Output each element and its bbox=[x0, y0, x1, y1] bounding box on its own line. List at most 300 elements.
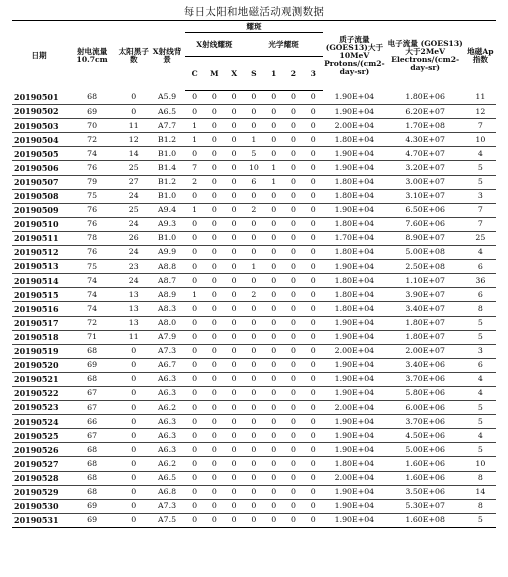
cell-flare-2: 0 bbox=[284, 471, 304, 485]
cell-radio-flux: 68 bbox=[66, 485, 118, 499]
cell-date: 20190530 bbox=[12, 499, 66, 513]
cell-flare-x: 0 bbox=[224, 443, 244, 457]
cell-flare-1: 0 bbox=[264, 316, 284, 330]
cell-electron-flux: 5.30E+07 bbox=[386, 499, 465, 513]
cell-flare-2: 0 bbox=[284, 429, 304, 443]
header-flare-m: M bbox=[205, 57, 225, 91]
cell-flare-3: 0 bbox=[303, 189, 323, 203]
cell-sunspots: 0 bbox=[118, 415, 149, 429]
cell-radio-flux: 67 bbox=[66, 386, 118, 400]
cell-flare-c: 1 bbox=[185, 119, 205, 133]
cell-proton-flux: 1.80E+04 bbox=[323, 246, 385, 260]
cell-flare-1: 0 bbox=[264, 231, 284, 245]
solar-geomagnetic-table bbox=[12, 20, 496, 528]
cell-flare-x: 0 bbox=[224, 386, 244, 400]
cell-flare-1: 0 bbox=[264, 443, 284, 457]
cell-flare-1: 1 bbox=[264, 175, 284, 189]
header-flare-s: S bbox=[244, 57, 264, 91]
cell-flare-c: 0 bbox=[185, 358, 205, 372]
cell-proton-flux: 1.90E+04 bbox=[323, 203, 385, 217]
cell-flare-2: 0 bbox=[284, 91, 304, 105]
cell-electron-flux: 4.70E+07 bbox=[386, 147, 465, 161]
table-row bbox=[12, 288, 496, 302]
cell-flare-3: 0 bbox=[303, 133, 323, 147]
cell-proton-flux: 1.70E+04 bbox=[323, 231, 385, 245]
cell-proton-flux: 1.90E+04 bbox=[323, 513, 385, 527]
cell-electron-flux: 3.00E+07 bbox=[386, 175, 465, 189]
cell-flare-s: 6 bbox=[244, 175, 264, 189]
cell-radio-flux: 79 bbox=[66, 175, 118, 189]
cell-xray-background: B1.4 bbox=[149, 161, 184, 175]
cell-xray-background: A8.0 bbox=[149, 316, 184, 330]
cell-xray-background: B1.2 bbox=[149, 133, 184, 147]
cell-flare-m: 0 bbox=[205, 316, 225, 330]
cell-date: 20190503 bbox=[12, 119, 66, 133]
cell-flare-s: 10 bbox=[244, 161, 264, 175]
cell-flare-1: 0 bbox=[264, 330, 284, 344]
cell-flare-x: 0 bbox=[224, 274, 244, 288]
cell-sunspots: 24 bbox=[118, 246, 149, 260]
cell-flare-2: 0 bbox=[284, 175, 304, 189]
cell-flare-3: 0 bbox=[303, 457, 323, 471]
cell-flare-x: 0 bbox=[224, 217, 244, 231]
cell-flare-c: 0 bbox=[185, 246, 205, 260]
cell-flare-m: 0 bbox=[205, 485, 225, 499]
cell-flare-3: 0 bbox=[303, 344, 323, 358]
cell-ap-index: 5 bbox=[465, 513, 496, 527]
cell-flare-x: 0 bbox=[224, 499, 244, 513]
cell-proton-flux: 1.90E+04 bbox=[323, 415, 385, 429]
cell-flare-s: 0 bbox=[244, 91, 264, 105]
cell-flare-x: 0 bbox=[224, 91, 244, 105]
table-row bbox=[12, 302, 496, 316]
header-xray-flares: X射线耀斑 bbox=[185, 33, 244, 57]
table-row bbox=[12, 330, 496, 344]
cell-flare-m: 0 bbox=[205, 358, 225, 372]
cell-flare-s: 5 bbox=[244, 147, 264, 161]
cell-date: 20190529 bbox=[12, 485, 66, 499]
cell-flare-c: 0 bbox=[185, 105, 205, 119]
cell-flare-2: 0 bbox=[284, 344, 304, 358]
cell-flare-1: 0 bbox=[264, 246, 284, 260]
cell-date: 20190531 bbox=[12, 513, 66, 527]
cell-flare-m: 0 bbox=[205, 274, 225, 288]
cell-date: 20190520 bbox=[12, 358, 66, 372]
cell-flare-c: 0 bbox=[185, 231, 205, 245]
cell-flare-m: 0 bbox=[205, 246, 225, 260]
cell-xray-background: A6.3 bbox=[149, 372, 184, 386]
cell-flare-2: 0 bbox=[284, 147, 304, 161]
cell-flare-c: 7 bbox=[185, 161, 205, 175]
cell-flare-m: 0 bbox=[205, 344, 225, 358]
cell-electron-flux: 3.20E+07 bbox=[386, 161, 465, 175]
cell-sunspots: 0 bbox=[118, 105, 149, 119]
cell-electron-flux: 1.70E+08 bbox=[386, 119, 465, 133]
cell-flare-m: 0 bbox=[205, 415, 225, 429]
cell-flare-m: 0 bbox=[205, 372, 225, 386]
cell-flare-x: 0 bbox=[224, 147, 244, 161]
cell-ap-index: 3 bbox=[465, 344, 496, 358]
cell-ap-index: 5 bbox=[465, 401, 496, 415]
cell-sunspots: 0 bbox=[118, 429, 149, 443]
cell-flare-m: 0 bbox=[205, 401, 225, 415]
cell-sunspots: 0 bbox=[118, 344, 149, 358]
cell-flare-1: 0 bbox=[264, 274, 284, 288]
cell-proton-flux: 1.90E+04 bbox=[323, 485, 385, 499]
cell-flare-s: 0 bbox=[244, 443, 264, 457]
cell-ap-index: 10 bbox=[465, 457, 496, 471]
cell-xray-background: A7.3 bbox=[149, 499, 184, 513]
cell-date: 20190527 bbox=[12, 457, 66, 471]
cell-flare-s: 0 bbox=[244, 231, 264, 245]
cell-flare-2: 0 bbox=[284, 485, 304, 499]
cell-electron-flux: 6.20E+07 bbox=[386, 105, 465, 119]
header-optical-flares: 光学耀斑 bbox=[244, 33, 323, 57]
cell-flare-2: 0 bbox=[284, 330, 304, 344]
cell-flare-s: 0 bbox=[244, 372, 264, 386]
cell-sunspots: 24 bbox=[118, 274, 149, 288]
cell-ap-index: 14 bbox=[465, 485, 496, 499]
cell-radio-flux: 67 bbox=[66, 401, 118, 415]
cell-flare-s: 0 bbox=[244, 358, 264, 372]
cell-flare-m: 0 bbox=[205, 133, 225, 147]
cell-flare-x: 0 bbox=[224, 105, 244, 119]
cell-flare-c: 0 bbox=[185, 372, 205, 386]
cell-sunspots: 0 bbox=[118, 443, 149, 457]
cell-electron-flux: 1.60E+08 bbox=[386, 513, 465, 527]
cell-flare-m: 0 bbox=[205, 386, 225, 400]
cell-radio-flux: 70 bbox=[66, 119, 118, 133]
cell-xray-background: A7.9 bbox=[149, 330, 184, 344]
cell-ap-index: 5 bbox=[465, 443, 496, 457]
cell-flare-3: 0 bbox=[303, 246, 323, 260]
cell-date: 20190506 bbox=[12, 161, 66, 175]
cell-xray-background: B1.0 bbox=[149, 231, 184, 245]
cell-ap-index: 6 bbox=[465, 358, 496, 372]
cell-flare-c: 0 bbox=[185, 499, 205, 513]
header-radio-flux: 射电流量 10.7cm bbox=[66, 21, 118, 91]
table-row bbox=[12, 119, 496, 133]
cell-flare-2: 0 bbox=[284, 513, 304, 527]
cell-flare-m: 0 bbox=[205, 203, 225, 217]
cell-proton-flux: 1.90E+04 bbox=[323, 386, 385, 400]
cell-electron-flux: 3.40E+07 bbox=[386, 302, 465, 316]
cell-flare-x: 0 bbox=[224, 471, 244, 485]
cell-flare-2: 0 bbox=[284, 288, 304, 302]
cell-flare-3: 0 bbox=[303, 147, 323, 161]
cell-ap-index: 3 bbox=[465, 189, 496, 203]
cell-electron-flux: 5.00E+06 bbox=[386, 443, 465, 457]
cell-proton-flux: 1.80E+04 bbox=[323, 133, 385, 147]
cell-flare-1: 0 bbox=[264, 189, 284, 203]
cell-flare-3: 0 bbox=[303, 203, 323, 217]
cell-date: 20190514 bbox=[12, 274, 66, 288]
cell-sunspots: 24 bbox=[118, 217, 149, 231]
table-row bbox=[12, 429, 496, 443]
cell-flare-m: 0 bbox=[205, 161, 225, 175]
cell-proton-flux: 1.90E+04 bbox=[323, 260, 385, 274]
cell-flare-s: 0 bbox=[244, 485, 264, 499]
cell-xray-background: A9.3 bbox=[149, 217, 184, 231]
cell-flare-c: 1 bbox=[185, 133, 205, 147]
cell-flare-m: 0 bbox=[205, 457, 225, 471]
cell-proton-flux: 1.80E+04 bbox=[323, 175, 385, 189]
cell-electron-flux: 3.70E+06 bbox=[386, 372, 465, 386]
cell-radio-flux: 74 bbox=[66, 288, 118, 302]
cell-flare-c: 0 bbox=[185, 429, 205, 443]
cell-radio-flux: 78 bbox=[66, 231, 118, 245]
cell-flare-s: 0 bbox=[244, 344, 264, 358]
cell-radio-flux: 66 bbox=[66, 415, 118, 429]
cell-xray-background: A6.8 bbox=[149, 485, 184, 499]
cell-date: 20190517 bbox=[12, 316, 66, 330]
cell-flare-m: 0 bbox=[205, 471, 225, 485]
cell-flare-1: 0 bbox=[264, 119, 284, 133]
cell-flare-2: 0 bbox=[284, 386, 304, 400]
cell-flare-1: 0 bbox=[264, 513, 284, 527]
cell-flare-2: 0 bbox=[284, 358, 304, 372]
cell-flare-1: 0 bbox=[264, 91, 284, 105]
cell-flare-c: 0 bbox=[185, 91, 205, 105]
cell-date: 20190501 bbox=[12, 91, 66, 105]
cell-ap-index: 4 bbox=[465, 429, 496, 443]
cell-sunspots: 24 bbox=[118, 189, 149, 203]
header-xray-background: X射线背景 bbox=[149, 21, 184, 91]
cell-flare-c: 0 bbox=[185, 217, 205, 231]
cell-flare-s: 0 bbox=[244, 274, 264, 288]
cell-xray-background: A6.3 bbox=[149, 386, 184, 400]
cell-electron-flux: 1.80E+07 bbox=[386, 316, 465, 330]
table-row bbox=[12, 147, 496, 161]
cell-sunspots: 11 bbox=[118, 119, 149, 133]
table-row bbox=[12, 471, 496, 485]
cell-proton-flux: 2.00E+04 bbox=[323, 119, 385, 133]
cell-flare-s: 0 bbox=[244, 316, 264, 330]
table-row bbox=[12, 415, 496, 429]
cell-xray-background: B1.2 bbox=[149, 175, 184, 189]
cell-xray-background: A8.7 bbox=[149, 274, 184, 288]
table-row bbox=[12, 175, 496, 189]
cell-flare-s: 0 bbox=[244, 457, 264, 471]
cell-proton-flux: 1.80E+04 bbox=[323, 274, 385, 288]
cell-flare-c: 0 bbox=[185, 457, 205, 471]
cell-xray-background: B1.0 bbox=[149, 189, 184, 203]
cell-sunspots: 25 bbox=[118, 203, 149, 217]
cell-flare-x: 0 bbox=[224, 288, 244, 302]
header-proton-flux: 质子流量 (GOES13)大于10MeV Protons/(cm2-day-sr) bbox=[323, 21, 385, 91]
cell-electron-flux: 7.60E+06 bbox=[386, 217, 465, 231]
cell-flare-m: 0 bbox=[205, 119, 225, 133]
cell-radio-flux: 74 bbox=[66, 147, 118, 161]
cell-sunspots: 12 bbox=[118, 133, 149, 147]
cell-ap-index: 8 bbox=[465, 302, 496, 316]
cell-date: 20190516 bbox=[12, 302, 66, 316]
cell-proton-flux: 1.90E+04 bbox=[323, 105, 385, 119]
cell-flare-c: 0 bbox=[185, 274, 205, 288]
table-row bbox=[12, 372, 496, 386]
cell-flare-2: 0 bbox=[284, 217, 304, 231]
cell-flare-2: 0 bbox=[284, 246, 304, 260]
table-row bbox=[12, 499, 496, 513]
cell-flare-s: 0 bbox=[244, 302, 264, 316]
cell-radio-flux: 71 bbox=[66, 330, 118, 344]
cell-electron-flux: 1.80E+07 bbox=[386, 330, 465, 344]
cell-sunspots: 25 bbox=[118, 161, 149, 175]
cell-flare-m: 0 bbox=[205, 91, 225, 105]
cell-flare-c: 0 bbox=[185, 344, 205, 358]
cell-radio-flux: 74 bbox=[66, 302, 118, 316]
cell-radio-flux: 76 bbox=[66, 161, 118, 175]
cell-flare-s: 0 bbox=[244, 499, 264, 513]
cell-xray-background: A6.3 bbox=[149, 443, 184, 457]
cell-flare-c: 0 bbox=[185, 485, 205, 499]
cell-date: 20190513 bbox=[12, 260, 66, 274]
cell-xray-background: A6.3 bbox=[149, 415, 184, 429]
cell-date: 20190505 bbox=[12, 147, 66, 161]
cell-flare-c: 1 bbox=[185, 288, 205, 302]
cell-flare-3: 0 bbox=[303, 260, 323, 274]
cell-sunspots: 0 bbox=[118, 513, 149, 527]
cell-flare-s: 0 bbox=[244, 217, 264, 231]
cell-flare-1: 0 bbox=[264, 471, 284, 485]
cell-electron-flux: 5.80E+06 bbox=[386, 386, 465, 400]
cell-flare-3: 0 bbox=[303, 302, 323, 316]
cell-flare-2: 0 bbox=[284, 415, 304, 429]
cell-radio-flux: 75 bbox=[66, 260, 118, 274]
cell-sunspots: 0 bbox=[118, 91, 149, 105]
cell-sunspots: 0 bbox=[118, 358, 149, 372]
cell-proton-flux: 1.90E+04 bbox=[323, 429, 385, 443]
cell-flare-x: 0 bbox=[224, 429, 244, 443]
table-row bbox=[12, 217, 496, 231]
cell-flare-1: 0 bbox=[264, 147, 284, 161]
table-row bbox=[12, 246, 496, 260]
cell-ap-index: 36 bbox=[465, 274, 496, 288]
cell-ap-index: 5 bbox=[465, 161, 496, 175]
cell-flare-x: 0 bbox=[224, 203, 244, 217]
cell-flare-3: 0 bbox=[303, 513, 323, 527]
cell-flare-2: 0 bbox=[284, 161, 304, 175]
cell-flare-x: 0 bbox=[224, 316, 244, 330]
cell-electron-flux: 5.00E+08 bbox=[386, 246, 465, 260]
cell-xray-background: A6.5 bbox=[149, 105, 184, 119]
cell-flare-s: 2 bbox=[244, 203, 264, 217]
cell-electron-flux: 3.70E+06 bbox=[386, 415, 465, 429]
cell-flare-1: 0 bbox=[264, 203, 284, 217]
cell-sunspots: 0 bbox=[118, 386, 149, 400]
cell-xray-background: A6.2 bbox=[149, 457, 184, 471]
table-row bbox=[12, 316, 496, 330]
cell-flare-s: 0 bbox=[244, 105, 264, 119]
table-row bbox=[12, 401, 496, 415]
cell-ap-index: 4 bbox=[465, 386, 496, 400]
cell-flare-s: 1 bbox=[244, 133, 264, 147]
cell-date: 20190515 bbox=[12, 288, 66, 302]
cell-sunspots: 23 bbox=[118, 260, 149, 274]
cell-flare-m: 0 bbox=[205, 189, 225, 203]
header-flare-x: X bbox=[224, 57, 244, 91]
cell-flare-1: 0 bbox=[264, 288, 284, 302]
cell-flare-3: 0 bbox=[303, 372, 323, 386]
cell-electron-flux: 1.10E+07 bbox=[386, 274, 465, 288]
header-flare-3: 3 bbox=[303, 57, 323, 91]
cell-flare-m: 0 bbox=[205, 217, 225, 231]
cell-flare-2: 0 bbox=[284, 316, 304, 330]
cell-date: 20190521 bbox=[12, 372, 66, 386]
table-row bbox=[12, 203, 496, 217]
table-row bbox=[12, 91, 496, 105]
cell-date: 20190508 bbox=[12, 189, 66, 203]
cell-sunspots: 26 bbox=[118, 231, 149, 245]
cell-flare-2: 0 bbox=[284, 274, 304, 288]
cell-electron-flux: 2.50E+08 bbox=[386, 260, 465, 274]
table-row bbox=[12, 358, 496, 372]
cell-date: 20190504 bbox=[12, 133, 66, 147]
cell-flare-2: 0 bbox=[284, 260, 304, 274]
table-row bbox=[12, 513, 496, 527]
cell-sunspots: 27 bbox=[118, 175, 149, 189]
cell-flare-3: 0 bbox=[303, 231, 323, 245]
cell-flare-x: 0 bbox=[224, 513, 244, 527]
cell-ap-index: 4 bbox=[465, 147, 496, 161]
cell-radio-flux: 69 bbox=[66, 499, 118, 513]
cell-date: 20190518 bbox=[12, 330, 66, 344]
header-date: 日期 bbox=[12, 21, 66, 91]
cell-ap-index: 10 bbox=[465, 133, 496, 147]
cell-flare-x: 0 bbox=[224, 246, 244, 260]
cell-flare-1: 0 bbox=[264, 217, 284, 231]
cell-flare-1: 0 bbox=[264, 457, 284, 471]
cell-flare-2: 0 bbox=[284, 457, 304, 471]
cell-proton-flux: 1.90E+04 bbox=[323, 330, 385, 344]
cell-electron-flux: 6.00E+06 bbox=[386, 401, 465, 415]
cell-date: 20190507 bbox=[12, 175, 66, 189]
cell-flare-3: 0 bbox=[303, 91, 323, 105]
cell-ap-index: 25 bbox=[465, 231, 496, 245]
table-row bbox=[12, 485, 496, 499]
header-flares-group: 耀斑 bbox=[185, 21, 323, 33]
header-sunspots: 太阳黑子数 bbox=[118, 21, 149, 91]
cell-proton-flux: 2.00E+04 bbox=[323, 401, 385, 415]
cell-proton-flux: 2.00E+04 bbox=[323, 471, 385, 485]
cell-flare-x: 0 bbox=[224, 358, 244, 372]
cell-electron-flux: 1.60E+06 bbox=[386, 457, 465, 471]
cell-xray-background: A6.7 bbox=[149, 358, 184, 372]
cell-radio-flux: 67 bbox=[66, 429, 118, 443]
cell-flare-x: 0 bbox=[224, 457, 244, 471]
cell-ap-index: 11 bbox=[465, 91, 496, 105]
cell-flare-1: 0 bbox=[264, 415, 284, 429]
cell-ap-index: 6 bbox=[465, 288, 496, 302]
table-row bbox=[12, 189, 496, 203]
cell-sunspots: 0 bbox=[118, 471, 149, 485]
cell-flare-m: 0 bbox=[205, 105, 225, 119]
cell-flare-s: 0 bbox=[244, 246, 264, 260]
cell-radio-flux: 68 bbox=[66, 91, 118, 105]
cell-date: 20190523 bbox=[12, 401, 66, 415]
cell-flare-x: 0 bbox=[224, 401, 244, 415]
cell-flare-3: 0 bbox=[303, 471, 323, 485]
cell-sunspots: 14 bbox=[118, 147, 149, 161]
cell-flare-x: 0 bbox=[224, 260, 244, 274]
cell-flare-1: 0 bbox=[264, 499, 284, 513]
cell-proton-flux: 1.80E+04 bbox=[323, 288, 385, 302]
header-flare-1: 1 bbox=[264, 57, 284, 91]
cell-flare-x: 0 bbox=[224, 231, 244, 245]
cell-xray-background: A6.2 bbox=[149, 401, 184, 415]
cell-date: 20190528 bbox=[12, 471, 66, 485]
cell-flare-m: 0 bbox=[205, 231, 225, 245]
